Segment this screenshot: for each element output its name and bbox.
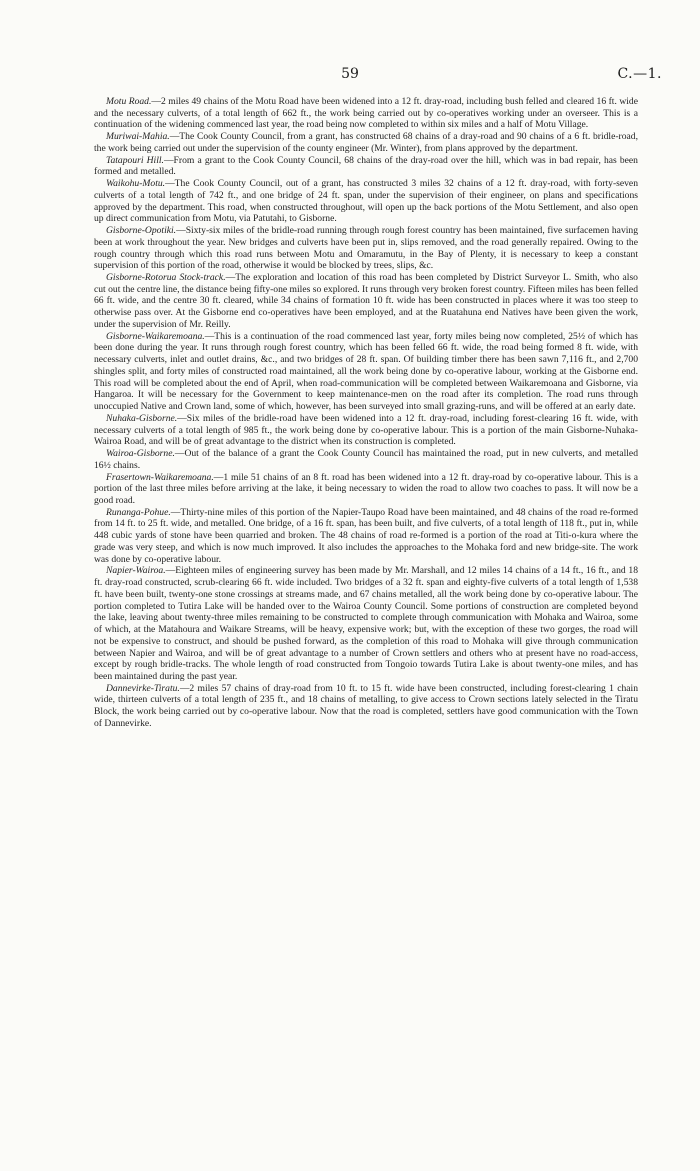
paragraph-gisborne-opotiki: [94, 225, 638, 272]
paragraph-waikohu-motu: [94, 178, 638, 225]
paragraph-nuhaka-gisborne: [94, 413, 638, 448]
paragraph-frasertown-waikaremoana: [94, 472, 638, 507]
paragraph-text: —The Cook County Council, out of a grant, has constructed 3 miles 32 chains of a 12 ft. dray-road, with forty-seven culverts of a total length of 742 ft., and one bridge of 24 ft. span, under the supervision of their engineer, on plans and specifications approved by the department. This road, when constructed throughout, will open up the back portions of the Motu Settlement, and also open up direct communication from Motu, via Patutahi, to Gisborne.: [94, 178, 638, 225]
paragraph-heading: Wairoa-Gisborne.: [106, 448, 175, 460]
paragraph-heading: Muriwai-Mahia.: [106, 131, 170, 143]
paragraph-gisborne-waikaremoana: [94, 331, 638, 413]
paragraph-text: —The exploration and location of this road has been completed by District Surveyor L. Smith, who also cut out the centre line, the distance being fifty-one miles so explored. It runs through very broken forest country. Fifteen miles has been felled 66 ft. wide, and the centre 30 ft. cleared, while 34 chains of formation 10 ft. wide has been constructed in places where it was too steep to otherwise pass over. At the Gisborne end co-operatives have been employed, and at the Ruatahuna end Natives have been given the work, under the supervision of Mr. Reilly.: [94, 272, 638, 330]
paragraph-heading: Frasertown-Waikaremoana.: [106, 471, 214, 483]
paragraph-heading: Gisborne-Opotiki.: [106, 225, 177, 237]
paragraph-text: —Sixty-six miles of the bridle-road running through rough forest country has been maintained, five surfacemen having been at work throughout the year. New bridges and culverts have been put in, slips removed, and the road generally repaired. Owing to the rough country through which this road runs between Motu and Omaramutu, in the Bay of Plenty, it is necessary to keep a constant supervision of this portion of the road, otherwise it would be blocked by trees, slips, &c.: [94, 225, 638, 272]
paragraph-runanga-pohue: [94, 507, 638, 566]
paragraph-text: —This is a continuation of the road commenced last year, forty miles being now completed, 25½ of which has been done during the year. It runs through rough forest country, which has been felled 66 ft. wide, the road being formed 8 ft. wide, with necessary culverts, inlet and outlet drains, &c., and two bridges of 28 ft. span. Of building timber there has been sawn 7,116 ft., and 2,700 shingles split, and forty miles of constructed road maintained, all the work being done by co-operative labour, working at the Gisborne end. This road will be completed about the end of April, when road-communication will be completed between Waikaremoana and Gisborne, via Hangaroa. It will be necessary for the Government to keep maintenance-men on the road after its completion. The road runs through unoccupied Native and Crown land, some of which, however, has been surveyed into small grazing-runs, and will be offered at an early date.: [94, 330, 638, 413]
paragraph-napier-wairoa: [94, 565, 638, 682]
paragraph-text: —The Cook County Council, from a grant, has constructed 68 chains of a dray-road and 90 chains of a 6 ft. bridle-road, the work being carried out under the supervision of the county engineer (Mr. Winter), from plans approved by the department.: [94, 131, 638, 154]
paragraph-motu-road: [94, 96, 638, 131]
paragraph-wairoa-gisborne: [94, 448, 638, 471]
paragraph-gisborne-rotorua: [94, 272, 638, 331]
paragraph-dannevirke-tiratu: [94, 683, 638, 730]
paragraph-text: —From a grant to the Cook County Council, 68 chains of the dray-road over the hill, which was in bad repair, has been formed and metalled.: [94, 154, 638, 178]
paragraph-heading: Gisborne-Waikaremoana.: [106, 330, 205, 342]
page-number: 59: [341, 66, 359, 82]
paragraph-text: —Eighteen miles of engineering survey has been made by Mr. Marshall, and 12 miles 14 chains of a 14 ft., 16 ft., and 18 ft. dray-road constructed, scrub-clearing 66 ft. wide included. Two bridges of a 32 ft. span and eighty-five culverts of a total length of 1,538 ft. have been built, twenty-one stone crossings at streams made, and 67 chains metalled, all the work being done by co-operative labour. The portion completed to Tutira Lake will be handed over to the Wairoa County Council. Some portions of construction are completed beyond the lake, leaving about twenty-three miles remaining to be constructed to complete through communication with Mohaka and Wairoa, some of which, at the Matahoura and Waikare Streams, will be heavy, expensive work; but, with the exception of these two gorges, the road will not be expensive to construct, and should be pushed forward, as the completion of this road to Mohaka will give through communication between Napier and Wairoa, and will be of great advantage to a number of Crown settlers and others who at present have no road-access, except by rough bridle-tracks. The whole length of road constructed from Tongoio towards Tutira Lake is about twenty-one miles, and has been maintained during the past year.: [94, 565, 638, 682]
paragraph-muriwai-mahia: [94, 131, 638, 154]
paragraph-text: —2 miles 57 chains of dray-road from 10 ft. to 15 ft. wide have been constructed, including forest-clearing 1 chain wide, thirteen culverts of a total length of 235 ft., and 18 chains of metalling, to give access to Crown sections lately selected in the Tiratu Block, the work being carried out by co-operative labour. Now that the road is completed, settlers have good communication with the Town of Dannevirke.: [94, 682, 638, 729]
paragraph-text: —Thirty-nine miles of this portion of the Napier-Taupo Road have been maintained, and 48 chains of the road re-formed from 14 ft. to 25 ft. wide, and metalled. One bridge, of a 16 ft. span, has been built, and five culverts, of a total length of 118 ft., put in, while 448 cubic yards of stone have been quarried and broken. The 48 chains of road re-formed is a portion of the road at Titi-o-kura where the grade was very steep, and which is now much improved. It also includes the approaches to the Mohaka ford and new bridge-site. The work was done by co-operative labour.: [94, 506, 638, 565]
paragraph-heading: Gisborne-Rotorua Stock-track.: [106, 272, 226, 284]
paragraph-text: —Out of the balance of a grant the Cook County Council has maintained the road, put in new culverts, and metalled 16½ chains.: [94, 448, 638, 471]
report-body: [94, 96, 638, 730]
paragraph-tatapouri-hill: [94, 155, 638, 178]
paragraph-heading: Waikohu-Motu.: [106, 178, 166, 190]
paragraph-heading: Nuhaka-Gisborne.: [106, 412, 178, 424]
paragraph-heading: Tatapouri Hill.: [106, 154, 164, 166]
paragraph-text: —Six miles of the bridle-road have been widened into a 12 ft. dray-road, including forest-clearing 16 ft. wide, with necessary culverts of a total length of 985 ft., the work being done by co-operative labour. This is a portion of the main Gisborne-Nuhaka-Wairoa Road, and will be of great advantage to the district when its construction is completed.: [94, 412, 638, 448]
paragraph-heading: Runanga-Pohue.: [106, 506, 171, 518]
paragraph-text: —1 mile 51 chains of an 8 ft. road has been widened into a 12 ft. dray-road by co-operative labour. This is a portion of the last three miles before arriving at the lake, it being necessary to widen the road to allow two coaches to pass. It will now be a good road.: [94, 471, 638, 506]
paragraph-heading: Napier-Wairoa.: [106, 565, 166, 577]
paragraph-text: —2 miles 49 chains of the Motu Road have been widened into a 12 ft. dray-road, including bush felled and cleared 16 ft. wide and the necessary culverts, of a total length of 662 ft., the work being carried out by co-operatives working under an overseer. This is a continuation of the widening commenced last year, the road being now completed to within six miles and a half of Motu Village.: [94, 96, 638, 131]
paragraph-heading: Motu Road.: [106, 96, 152, 107]
paragraph-heading: Dannevirke-Tiratu.: [106, 682, 180, 694]
document-reference: C.—1.: [617, 66, 662, 82]
